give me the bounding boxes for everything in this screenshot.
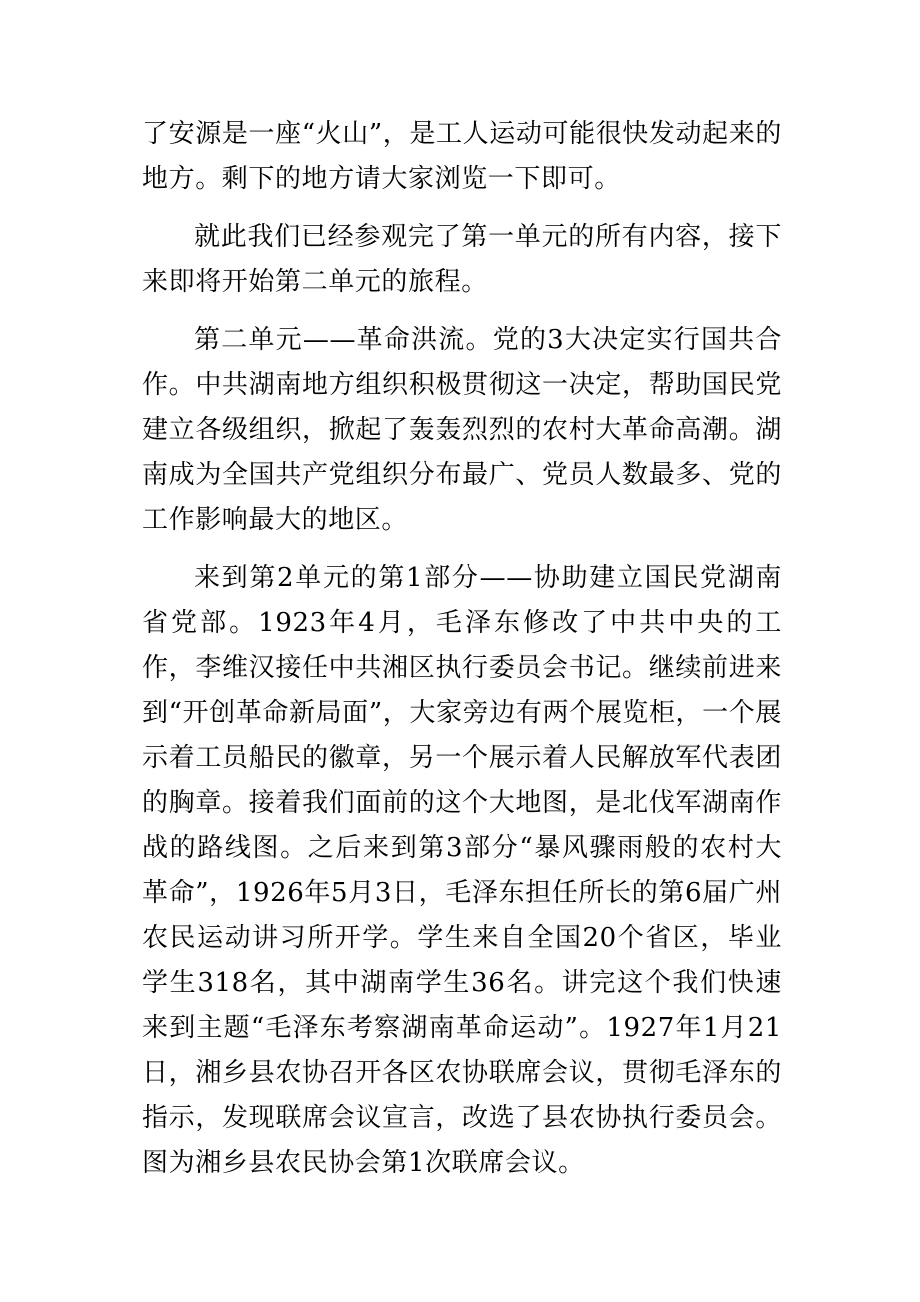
paragraph-2: 就此我们已经参观完了第一单元的所有内容，接下来即将开始第二单元的旅程。 (142, 222, 782, 297)
paragraph-4: 来到第2单元的第1部分——协助建立国民党湖南省党部。1923年4月，毛泽东修改了中共中央的工作，李维汉接任中共湘区执行委员会书记。继续前进来到“开创革命新局面”，大家旁边有两个展览柜，一个展示着工员船民的徽章，另一个展示着人民解放军代表团的胸章。接着我们面前的这个大地图，是北伐军湖南作战的路线图。之后来到第3部分“暴风骤雨般的农村大革命”，1926年5月3日，毛泽东担任所长的第6届广州农民运动讲习所开学。学生来自全国20个省区，毕业学生318名，其中湖南学生36名。讲完这个我们快速来到主题“毛泽东考察湖南革命运动”。1927年1月21日，湘乡县农协召开各区农协联席会议，贯彻毛泽东的指示，发现联席会议宣言，改选了县农协执行委员会。图为湘乡县农民协会第1次联席会议。 (142, 563, 782, 1178)
paragraph-1: 了安源是一座“火山”，是工人运动可能很快发动起来的地方。剩下的地方请大家浏览一下即可。 (142, 119, 782, 194)
paragraph-3: 第二单元——革命洪流。党的3大决定实行国共合作。中共湖南地方组织积极贯彻这一决定，帮助国民党建立各级组织，掀起了轰轰烈烈的农村大革命高潮。湖南成为全国共产党组织分布最广、党员人数最多、党的工作影响最大的地区。 (142, 325, 782, 535)
document-body (142, 112, 782, 1199)
